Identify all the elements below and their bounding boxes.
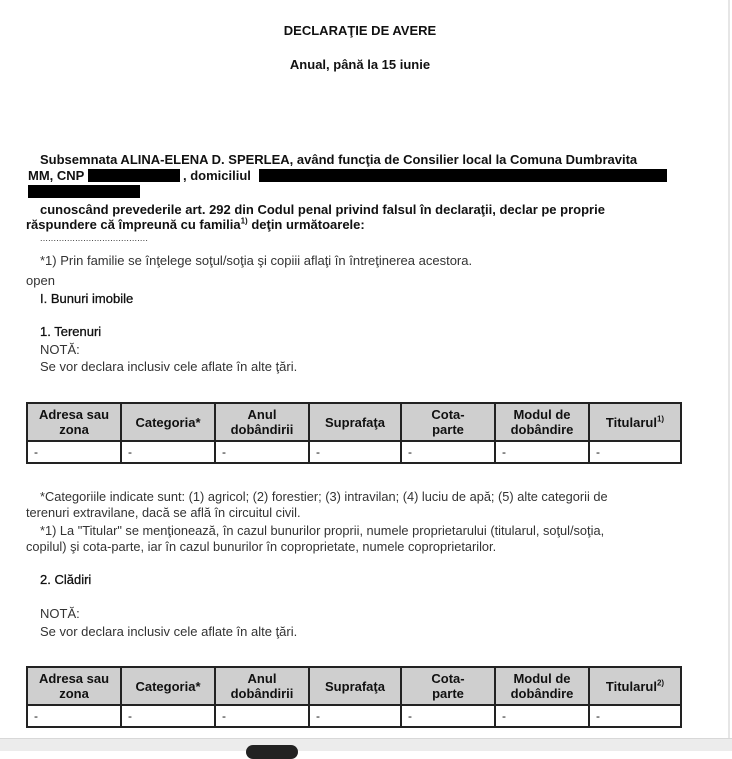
table-cell: -	[401, 441, 495, 463]
table-row	[27, 705, 681, 727]
col-header-modul: Modul de dobândire	[495, 403, 589, 441]
col-header-adresa: Adresa sau zona	[27, 667, 121, 705]
table-cell: -	[309, 705, 401, 727]
nota-text-2: Se vor declara inclusiv cele aflate în alte ţări.	[40, 624, 298, 639]
redacted-cnp	[88, 169, 180, 182]
col-header-modul: Modul de dobândire	[495, 667, 589, 705]
dotted-separator: ........................................	[40, 233, 149, 243]
titular-footnote-a: *1) La "Titular" se menţionează, în cazul bunurilor proprii, numele proprietarului (titularul, soţul/soţia,	[40, 523, 605, 538]
table-cell: -	[121, 705, 215, 727]
intro-line-3a: cunoscând prevederile art. 292 din Codul penal privind falsul în declaraţii, declar pe proprie	[40, 202, 605, 217]
cnp-label: MM, CNP	[28, 168, 85, 183]
nota-text-1: Se vor declara inclusiv cele aflate în alte ţări.	[40, 359, 298, 374]
cladiri-table	[26, 666, 682, 728]
col-header-cota: Cota- parte	[401, 403, 495, 441]
col-header-cota: Cota- parte	[401, 667, 495, 705]
subsection-title-terenuri: 1. Terenuri	[40, 324, 102, 339]
domicile-label: , domiciliul	[183, 168, 251, 183]
table-cell: -	[495, 705, 589, 727]
intro-line-3b-end: deţin următoarele:	[247, 217, 365, 232]
col-header-suprafata: Suprafaţa	[309, 403, 401, 441]
viewer-bottom-bar	[0, 738, 732, 751]
family-footnote: *1) Prin familie se înţelege soţul/soţia şi copiii aflaţi în întreţinerea acestora.	[40, 253, 473, 268]
intro-line-1: Subsemnata ALINA-ELENA D. SPERLEA, având funcţia de Consilier local la Comuna Dumbravita	[40, 152, 638, 167]
table-cell: -	[309, 441, 401, 463]
table-cell: -	[27, 705, 121, 727]
table-header-row	[27, 667, 681, 705]
table-header-row	[27, 403, 681, 441]
table-cell: -	[589, 441, 681, 463]
document-subtitle: Anual, până la 15 iunie	[289, 57, 431, 72]
table-cell: -	[495, 441, 589, 463]
open-label: open	[26, 273, 55, 288]
table-row	[27, 441, 681, 463]
terenuri-table	[26, 402, 682, 464]
titular-footnote-b: copilul) şi cota-parte, iar în cazul bunurilor în coproprietate, numele coproprietarilor.	[26, 539, 497, 554]
intro-line-3b-text: răspundere că împreună cu familia	[26, 217, 241, 232]
scroll-handle[interactable]	[246, 745, 298, 759]
section-title-bunuri-imobile: I. Bunuri imobile	[40, 291, 134, 306]
nota-label-2: NOTĂ:	[40, 606, 80, 621]
redacted-address	[259, 169, 667, 182]
categories-footnote-b: terenuri extravilane, dacă se află în circuitul civil.	[26, 505, 301, 520]
col-header-categoria: Categoria*	[121, 403, 215, 441]
col-header-anul: Anul dobândirii	[215, 403, 309, 441]
col-header-categoria: Categoria*	[121, 667, 215, 705]
nota-label-1: NOTĂ:	[40, 342, 80, 357]
intro-line-3b	[26, 217, 365, 232]
col-header-suprafata: Suprafaţa	[309, 667, 401, 705]
subsection-title-cladiri: 2. Clădiri	[40, 572, 92, 587]
col-header-adresa: Adresa sau zona	[27, 403, 121, 441]
redacted-address-cont	[28, 185, 140, 198]
col-header-titularul: Titularul$^{2)}$	[589, 667, 681, 705]
table-cell: -	[121, 441, 215, 463]
categories-footnote-a: *Categoriile indicate sunt: (1) agricol; (2) forestier; (3) intravilan; (4) luciu de apă; (5) alte categorii de	[40, 489, 608, 504]
table-cell: -	[401, 705, 495, 727]
table-cell: -	[215, 705, 309, 727]
col-header-anul: Anul dobândirii	[215, 667, 309, 705]
table-cell: -	[589, 705, 681, 727]
table-cell: -	[215, 441, 309, 463]
table-cell: -	[27, 441, 121, 463]
document-title: DECLARAŢIE DE AVERE	[283, 23, 437, 38]
col-header-titularul: Titularul$^{1)}$	[589, 403, 681, 441]
intro-line-3b-sup: 1)	[240, 216, 248, 226]
